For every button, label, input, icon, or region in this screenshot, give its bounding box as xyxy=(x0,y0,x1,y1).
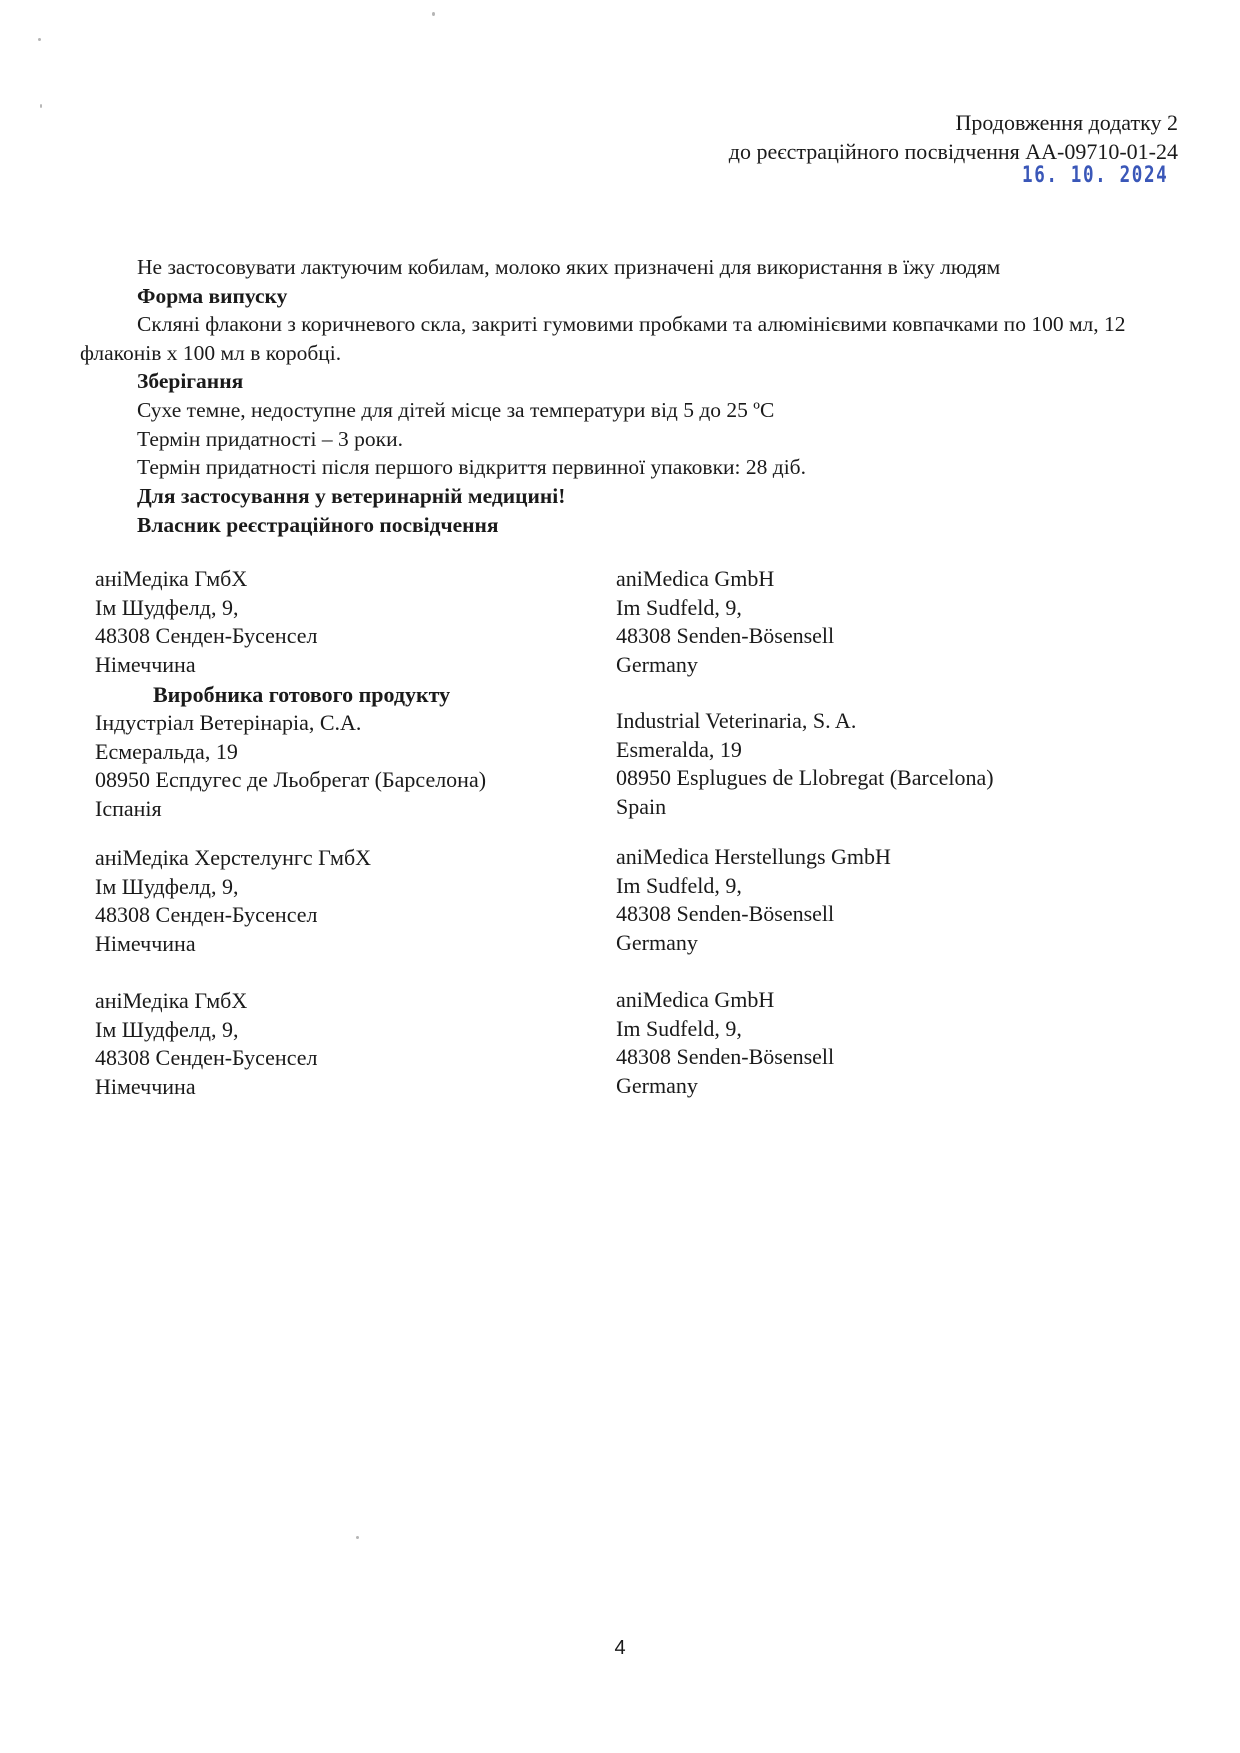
release-form-heading: Форма випуску xyxy=(137,283,288,308)
address-line: 48308 Senden-Bösensell xyxy=(616,623,835,649)
storage-heading: Зберігання xyxy=(137,369,244,394)
address-line: аніМедіка ГмбХ xyxy=(95,566,248,591)
document-body xyxy=(80,253,1180,540)
scan-speck xyxy=(40,104,42,108)
manufacturer-3-address-en xyxy=(616,986,834,1100)
owner-address-en xyxy=(616,565,834,679)
shelf-life-after-opening: Термін придатності після першого відкриття первинної упаковки: 28 діб. xyxy=(137,455,806,480)
address-line: Ім Шудфелд, 9, xyxy=(95,594,239,620)
address-line: Есмеральда, 19 xyxy=(95,738,238,764)
address-line: Індустріал Ветерінаріа, С.А. xyxy=(95,710,362,735)
address-line: 48308 Сенден-Бусенсел xyxy=(95,902,318,928)
address-line: Germany xyxy=(616,1072,698,1098)
owner-address-ua xyxy=(95,565,317,679)
address-line: Im Sudfeld, 9, xyxy=(616,872,742,898)
address-line: Im Sudfeld, 9, xyxy=(616,1015,742,1041)
address-line: Germany xyxy=(616,929,698,955)
document-header xyxy=(729,108,1178,166)
address-line: Німеччина xyxy=(95,930,196,956)
address-line: aniMedica Herstellungs GmbH xyxy=(616,844,891,869)
address-line: 48308 Сенден-Бусенсел xyxy=(95,1045,318,1071)
address-line: aniMedica GmbH xyxy=(616,987,775,1012)
scan-speck xyxy=(38,38,41,41)
address-line: Іспанія xyxy=(95,795,162,821)
address-line: Ім Шудфелд, 9, xyxy=(95,1016,239,1042)
address-line: Im Sudfeld, 9, xyxy=(616,594,742,620)
page-number: 4 xyxy=(614,1637,626,1659)
date-stamp: 16. 10. 2024 xyxy=(1022,163,1169,188)
address-line: аніМедіка ГмбХ xyxy=(95,988,248,1013)
header-line-2: до реєстраційного посвідчення АА-09710-01-24 xyxy=(728,139,1178,164)
manufacturer-1-address-ua xyxy=(95,709,486,823)
address-line: Germany xyxy=(616,651,698,677)
address-line: Spain xyxy=(616,793,667,819)
address-line: 48308 Senden-Bösensell xyxy=(616,1044,835,1070)
scan-speck xyxy=(356,1536,359,1539)
address-line: Industrial Veterinaria, S. A. xyxy=(616,708,857,733)
address-line: 08950 Esplugues de Llobregat (Barcelona) xyxy=(616,765,994,791)
shelf-life: Термін придатності – 3 роки. xyxy=(137,426,403,451)
address-line: Німеччина xyxy=(95,651,196,677)
manufacturer-1-address-en xyxy=(616,707,994,821)
address-line: Ім Шудфелд, 9, xyxy=(95,873,239,899)
address-line: aniMedica GmbH xyxy=(616,566,775,591)
address-line: 48308 Сенден-Бусенсел xyxy=(95,623,318,649)
manufacturer-3-address-ua xyxy=(95,987,317,1101)
storage-conditions: Сухе темне, недоступне для дітей місце за температури від 5 до 25 ºС xyxy=(137,397,775,422)
scan-speck xyxy=(432,12,435,16)
manufacturer-heading: Виробника готового продукту xyxy=(153,682,451,707)
address-line: Esmeralda, 19 xyxy=(616,736,742,762)
veterinary-use-notice: Для застосування у ветеринарній медицині! xyxy=(137,483,566,508)
address-line: аніМедіка Херстелунгс ГмбХ xyxy=(95,845,372,870)
address-line: Німеччина xyxy=(95,1073,196,1099)
header-line-1: Продовження додатку 2 xyxy=(955,110,1178,135)
lactation-warning: Не застосовувати лактуючим кобилам, молоко яких призначені для використання в їжу людям xyxy=(137,255,1001,279)
release-form-text: Скляні флакони з коричневого скла, закриті гумовими пробками та алюмінієвими ковпачками по 100 мл, 12 флаконів х 100 мл в коробці. xyxy=(80,312,1126,365)
manufacturer-2-address-ua xyxy=(95,844,371,958)
manufacturer-2-address-en xyxy=(616,843,891,957)
address-line: 08950 Еспдугес де Льобрегат (Барселона) xyxy=(95,767,487,793)
registration-owner-heading: Власник реєстраційного посвідчення xyxy=(137,513,499,538)
address-line: 48308 Senden-Bösensell xyxy=(616,901,835,927)
